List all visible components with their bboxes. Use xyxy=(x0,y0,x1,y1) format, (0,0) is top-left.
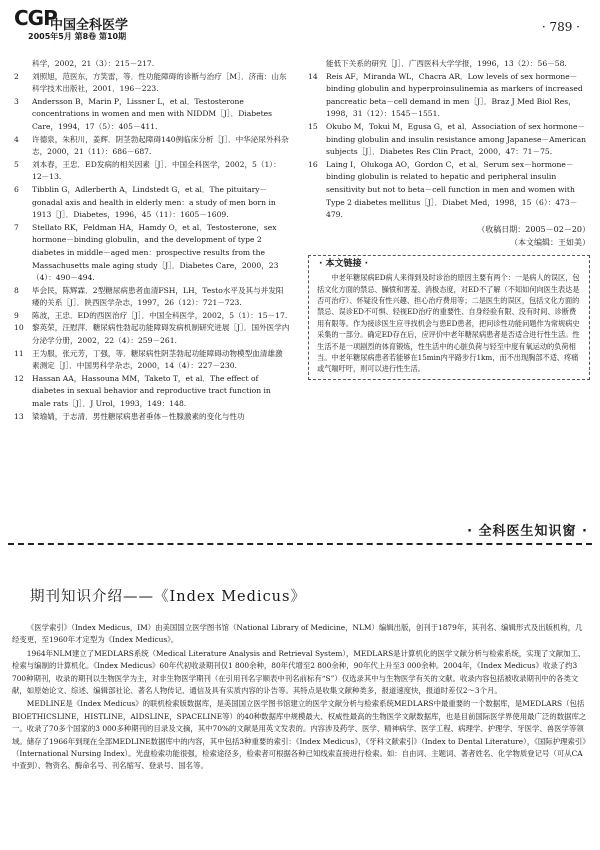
journal-title: 中国全科医学 xyxy=(50,18,129,33)
received-date: （收稿日期：2005－02－20） xyxy=(477,224,590,234)
reference-item: 4 许德泉，朱积川，姜辉．阴茎勃起障碍140例临床分析［J］．中华泌尿外科杂志，2000，21（11）：686－687. xyxy=(14,134,289,157)
article-body xyxy=(12,622,588,774)
page-header xyxy=(14,8,586,48)
references-left-column xyxy=(14,58,290,423)
article-paragraph: 1964年NLM建立了MEDLARS系统（Medical Literature Analysis and Retrieval System），MEDLARS是计算机化的医学文献分析与检索系统，实现了文献加工、检索与编制的计算机化。《Index Medicus》60年代初收录期刊仅1 800余种，80年代增至2 800余种，90年代上升至3 000余种。2004年，《Index Medicus》收录了约3 700种期刊，收录的期刊以生物医学为主，对非生物医学期刊（在引用刊名字顺表中刊名前标有“S”）仅选录其中与生物医学有关的文献。收录内容包括被收录期刊中的各类文献，如原始论文、综述、编辑部社论、著名人物传记、通信及具有实质内容的讣告等。其特点是收集文献种类多，报道速度快，报道时差仅2～3个月。 xyxy=(12,648,586,696)
box-text: 中老年糖尿病ED病人来得到及时诊治的原因主要有两个：一是病人的误区，包括文化方面的禁忌、臊愤和害羞、消极态度，对ED不了解（不知如何向医生表达是否可治疗）、怀疑没有性兴趣、担心治疗费用等；二是医生的误区，包括文化方面的禁忌、误诊ED不可惧、轻视ED治疗的重要性、自身经验有限、没有时间、诊断费用有限等。作为接诊医生应寻找机会与患ED患者，把问诊性功能问题作为常规病史采集的一部分。确定ED存在后，应评价中老年糖尿病患者是否适合进行性生活。性生活不是一项剧烈的体育锻炼，性生活中的心脏负荷与轻至中度有氧运动的负荷相当。中老年糖尿病患者若能够在15min内平路步行1km，而不出现胸部不适、疼痛或气喘吁吁，则可以进行性生活。 xyxy=(317,273,580,374)
article-link-box xyxy=(308,255,590,380)
editor-note: （本文编辑：王如美） xyxy=(510,237,590,247)
reference-item: 10 黎英荣，汪慰萍．糖尿病性勃起功能障碍发病机制研究进展［J］．国外医学内分泌学分册，2002，22（4）：259－261. xyxy=(14,323,290,346)
reference-item: 9 陈波，王忠．ED的西医治疗［J］．中国全科医学，2002，5（1）：15－17. xyxy=(14,310,288,320)
reference-item: 6 Tibblin G，Adlerberth A，Lindstedt G，et al．The pituitary－gonadal axis and health in elderly men：a study of men born in 1913［J］．Diabetes，1996，45（11）：1605－1609. xyxy=(14,184,276,220)
reference-item: 15 Okubo M，Tokui M，Egusa G，et al．Association of sex hormone－binding globulin and insulin resistance among Japanese－American subjects［J］．Diabetes Res Clin Pract，2000，47：71－75. xyxy=(308,121,587,157)
reference-item: 5 刘本春，王忠．ED发病的相关因素［J］．中国全科医学，2002，5（1）：12－13. xyxy=(14,159,281,182)
reference-item: 11 王为服，张元芳，丁强，等．糖尿病性阴茎勃起功能障碍动物模型血清雄激素测定［J］．中国男科学杂志，2000，14（4）：227－230. xyxy=(14,348,283,371)
reference-item: 能低下关系的研究［J］．广西医科大学学报，1996，13（2）：56－58. xyxy=(326,59,567,68)
logo-mark: CGP xyxy=(14,6,57,30)
reference-columns xyxy=(8,58,592,506)
box-title: · 本文链接 · xyxy=(319,258,369,269)
reference-item: 8 毕会民，陈辉霖．2型糖尿病患者血清FSH，LH，Testo水平及其与并发阳痿的关系［J］．陕西医学杂志，1997，26（12）：721－723. xyxy=(14,285,284,308)
section-divider xyxy=(8,543,592,545)
reference-item: 12 Hassan AA，Hassouna MM，Taketo T，et al．The effect of diabetes in sexual behavior and reproductive tract function in male rats［J］．J Urol，1993，149：148. xyxy=(14,373,271,409)
references-right-column xyxy=(308,58,590,380)
reference-item: 16 Laing I，Olukoga AO，Gordon C，et al．Serum sex－hormone－binding globulin is related to hepatic and peripheral insulin sensitivity but not to beta－cell function in men and women with Type 2 diabetes mellitus［J］．Diabet Med，1998，15（6）：473－479. xyxy=(308,159,578,220)
article-paragraph: 《医学索引》（Index Medicus，IM）由美国国立医学图书馆（National Library of Medicine，NLM）编辑出版，创刊于1879年，其刊名、编辑形式及出版机构，几经变更，至1960年才定型为《Index Medicus》。 xyxy=(12,623,583,645)
reference-item: 7 Stellato RK，Feldman HA，Hamdy O，et al．Testosterone，sex hormone－binding globulin，and the development of type 2 diabetes in middle－aged men：prospective results from the Massachusetts male aging study［J］．Diabetes Care，2000，23（4）：490－494. xyxy=(14,222,279,283)
section-banner: · 全科医生知识窗 · xyxy=(467,524,588,539)
page-number: · 789 · xyxy=(541,20,580,34)
reference-item: 科学，2002，21（3）：215－217. xyxy=(32,59,155,68)
reference-item: 2 刘照旭，范医东，方笑雷，等．性功能障碍的诊断与治疗［M］．济南：山东科学技术出版社，2001．196－223. xyxy=(14,71,287,94)
article-title: 期刊知识介绍——《Index Medicus》 xyxy=(30,589,306,605)
article-paragraph: MEDLINE是《Index Medicus》的联机检索版数据库，是美国国立医学图书馆建立的医学文献分析与检索系统MEDLARS中最重要的一个数据库，是MEDLARS（包括BIOETHICSLINE，HISTLINE，AIDSLINE，SPACELINE等）的40种数据库中规模最大、权威性最高的生物医学文献数据库，也是目前国际医学界使用最广泛的数据库之一。收录了70多个国家的3 000多种期刊的目录及文摘，其中70%的文献是用英文发表的。内容涉及药学、医学、精神病学、医学工程、病理学、护理学、牙医学、兽医学等领域。储存了1966年到现在全部MEDLINE数据库中的内容，其中包括3种重要的索引：《Index Medicus》，《牙科文献索引》（Index to Dental Literature），《国际护理索引》（International Nursing Index）。光盘检索功能很强，检索途径多，检索者可根据各种已知线索直接进行检索。如：自由词、主题词、著者姓名、化学物质登记号（可从CA中查到）、物资名、酶命名号、刊名缩写、登录号、国名等。 xyxy=(12,699,587,771)
reference-item: 13 梁瑜婧，于志清．男性糖尿病患者垂体－性腺激素的变化与性功 xyxy=(14,411,245,421)
journal-issue: 2005年5月 第8卷 第10期 xyxy=(28,32,127,41)
reference-item: 3 Andersson B，Marin P，Lissner L，et al．Testosterone concentrations in women and men with NIDDM［J］．Diabetes Care，1994，17（5）：405－411. xyxy=(14,96,273,131)
journal-logo xyxy=(14,8,204,44)
reference-item: 14 Reis AF，Miranda WL，Chacra AR．Low levels of sex hormone－binding globulin and hyperproinsulinemia as markers of increased pancreatic beta－cell demand in men［J］．Braz J Med Biol Res，1998，31（12）：1545－1551. xyxy=(308,71,583,119)
